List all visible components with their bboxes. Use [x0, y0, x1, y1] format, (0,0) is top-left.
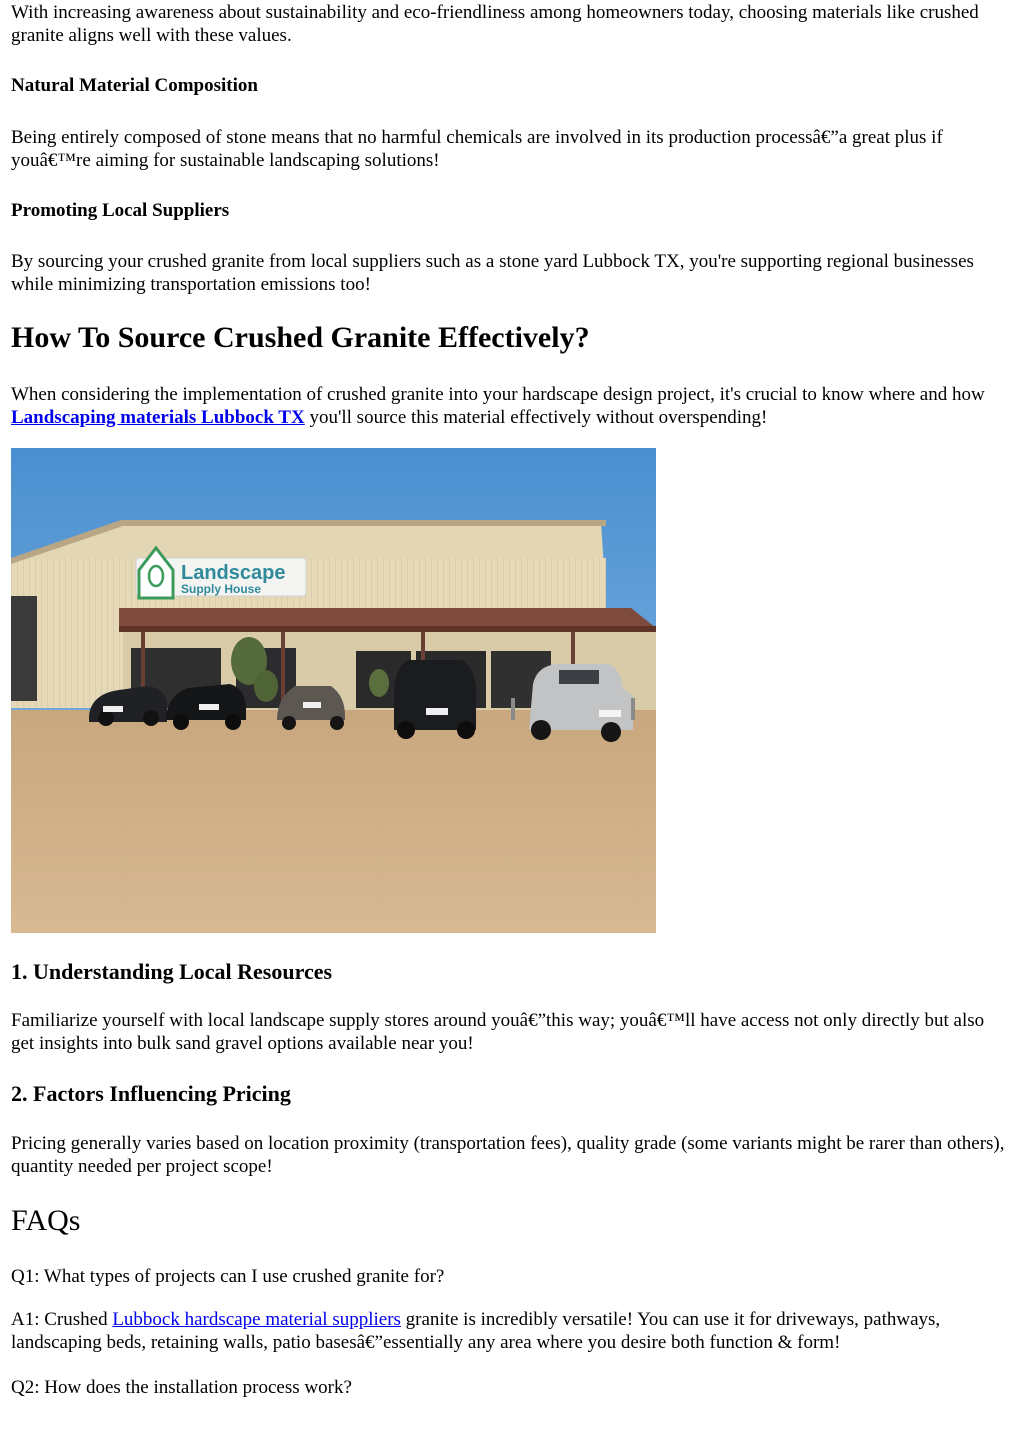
heading-faqs: FAQs — [11, 1204, 81, 1237]
heading-local-resources: 1. Understanding Local Resources — [11, 959, 333, 984]
heading-factors-pricing: 2. Factors Influencing Pricing — [11, 1081, 291, 1106]
source-granite-paragraph — [11, 383, 1011, 429]
faq-answer-1 — [11, 1308, 1011, 1354]
local-suppliers-paragraph: By sourcing your crushed granite from local suppliers such as a stone yard Lubbock TX, you're supporting regional businesses while minimizing transportation emissions too! — [11, 251, 974, 295]
answer-1-text-after: granite is incredibly versatile! You can use it for driveways, pathways, landscaping beds, retaining walls, patio basesâ€”essentially any area where you desire both function & form! — [11, 1309, 941, 1353]
lubbock-hardscape-suppliers-link[interactable]: Lubbock hardscape material suppliers — [112, 1309, 401, 1330]
local-resources-paragraph: Familiarize yourself with local landscape supply stores around youâ€”this way; youâ€™ll have access not only directly but also get insights into bulk sand gravel options available near you! — [11, 1010, 985, 1054]
answer-1-text-before: A1: Crushed — [11, 1309, 113, 1330]
pricing-paragraph: Pricing generally varies based on location proximity (transportation fees), quality grade (some variants might be rarer than others), quantity needed per project scope! — [11, 1133, 1005, 1177]
sign-text-line1: Landscape — [181, 562, 286, 584]
landscape-supply-house-photo — [11, 448, 656, 933]
sign-text-line2: Supply House — [181, 582, 262, 596]
source-text-before: When considering the implementation of crushed granite into your hardscape design project, it's crucial to know where and how — [11, 384, 985, 405]
faq-question-2: Q2: How does the installation process work? — [11, 1377, 352, 1398]
heading-source-granite: How To Source Crushed Granite Effectively? — [11, 321, 590, 354]
source-text-after: you'll source this material effectively without overspending! — [304, 407, 768, 428]
heading-natural-material: Natural Material Composition — [11, 75, 258, 96]
heading-local-suppliers: Promoting Local Suppliers — [11, 200, 230, 221]
intro-paragraph: With increasing awareness about sustainability and eco-friendliness among homeowners today, choosing materials like crushed granite aligns well with these values. — [11, 2, 979, 46]
landscaping-materials-link[interactable]: Landscaping materials Lubbock TX — [11, 407, 305, 428]
faq-question-1: Q1: What types of projects can I use crushed granite for? — [11, 1266, 445, 1287]
natural-material-paragraph: Being entirely composed of stone means that no harmful chemicals are involved in its production processâ€”a great plus if youâ€™re aiming for sustainable landscaping solutions! — [11, 127, 943, 171]
